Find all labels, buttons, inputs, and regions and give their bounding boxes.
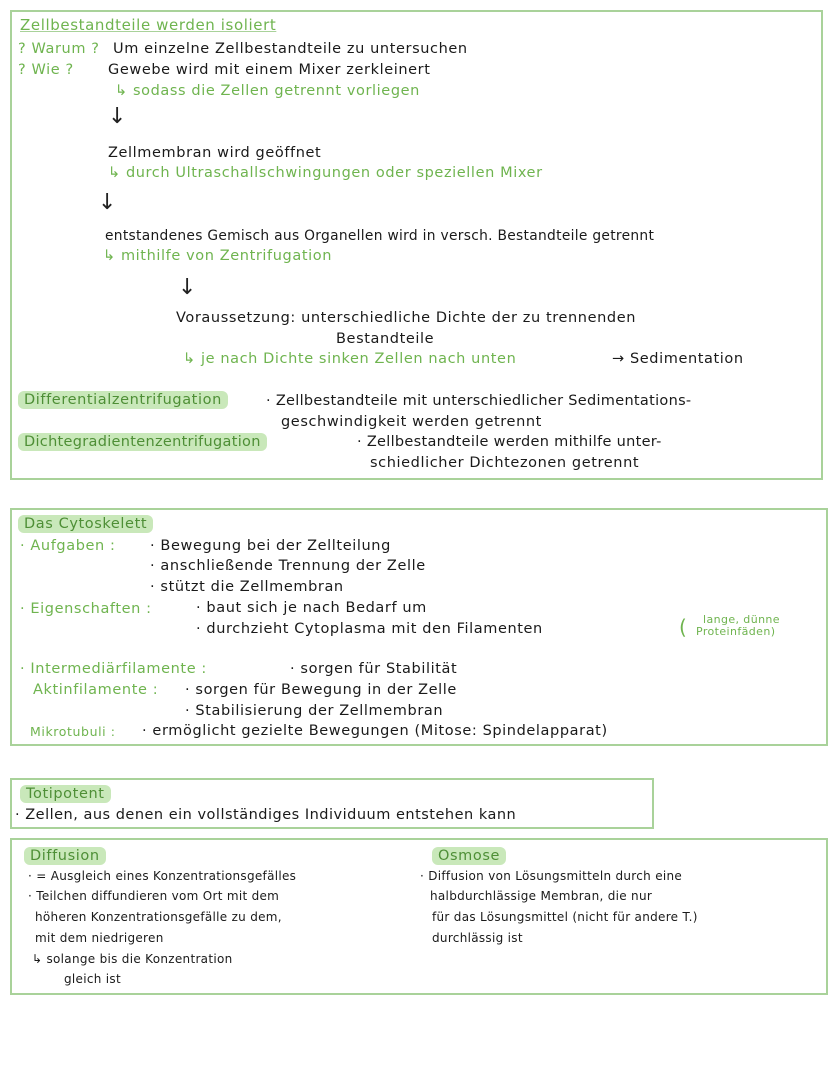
intermediate-label: · Intermediärfilamente :: [20, 661, 207, 677]
term-differential: Differentialzentrifugation: [18, 391, 228, 409]
down-arrow-icon: ↓: [108, 104, 127, 129]
actin-label: Aktinfilamente :: [33, 682, 159, 698]
requirement-line-2: Bestandteile: [336, 331, 435, 347]
tasks-label: · Aufgaben :: [20, 538, 116, 554]
diffusion-line-6: gleich ist: [64, 972, 121, 986]
step-membrane: Zellmembran wird geöffnet: [108, 145, 322, 161]
answer-how: Gewebe wird mit einem Mixer zerkleinert: [108, 62, 431, 78]
answer-why: Um einzelne Zellbestandteile zu untersuchen: [113, 41, 468, 57]
diffusion-line-4: mit dem niedrigeren: [35, 931, 164, 945]
tasks-item-2: · anschließende Trennung der Zelle: [150, 558, 426, 574]
diffusion-line-5: ↳ solange bis die Konzentration: [32, 952, 233, 966]
diffusion-line-1: · = Ausgleich eines Konzentrationsgefälles: [28, 869, 297, 883]
step-separation-detail: ↳ mithilfe von Zentrifugation: [103, 248, 333, 264]
properties-note-2: Proteinfäden): [696, 625, 776, 638]
tasks-item-1: · Bewegung bei der Zellteilung: [150, 538, 391, 554]
osmosis-line-2: halbdurchlässige Membran, die nur: [430, 889, 653, 903]
section-cytoskeleton-title: Das Cytoskelett: [18, 515, 153, 533]
question-why: ? Warum ?: [18, 41, 100, 57]
term-density: Dichtegradientenzentrifugation: [18, 433, 267, 451]
properties-paren-open: (: [679, 615, 688, 639]
down-arrow-icon: ↓: [178, 275, 197, 300]
osmosis-line-3: für das Lösungsmittel (nicht für andere T.): [432, 910, 698, 924]
diffusion-line-3: höheren Konzentrationsgefälle zu dem,: [35, 910, 282, 924]
step-separation: entstandenes Gemisch aus Organellen wird in versch. Bestandteile getrennt: [105, 228, 655, 244]
step-membrane-detail: ↳ durch Ultraschallschwingungen oder speziellen Mixer: [108, 165, 543, 181]
term-differential-def-2: geschwindigkeit werden getrennt: [281, 414, 542, 430]
actin-item-2: · Stabilisierung der Zellmembran: [185, 703, 444, 719]
osmosis-line-1: · Diffusion von Lösungsmitteln durch eine: [420, 869, 683, 883]
intermediate-item-1: · sorgen für Stabilität: [290, 661, 458, 677]
question-how: ? Wie ?: [18, 62, 74, 78]
down-arrow-icon: ↓: [98, 190, 117, 215]
microtubule-label: Mikrotubuli :: [30, 724, 116, 739]
actin-item-1: · sorgen für Bewegung in der Zelle: [185, 682, 457, 698]
properties-label: · Eigenschaften :: [20, 601, 152, 617]
totipotent-definition: · Zellen, aus denen ein vollständiges Individuum entstehen kann: [15, 807, 517, 823]
requirement-line-1: Voraussetzung: unterschiedliche Dichte der zu trennenden: [176, 310, 637, 326]
diffusion-title: Diffusion: [24, 847, 106, 865]
tasks-item-3: · stützt die Zellmembran: [150, 579, 344, 595]
section-isolation-title: Zellbestandteile werden isoliert: [20, 16, 277, 34]
answer-how-detail: ↳ sodass die Zellen getrennt vorliegen: [115, 83, 420, 99]
diffusion-line-2: · Teilchen diffundieren vom Ort mit dem: [28, 889, 280, 903]
term-density-def-2: schiedlicher Dichtezonen getrennt: [370, 455, 640, 471]
osmosis-title: Osmose: [432, 847, 506, 865]
osmosis-line-4: durchlässig ist: [432, 931, 523, 945]
properties-item-1: · baut sich je nach Bedarf um: [196, 600, 427, 616]
properties-note-1: lange, dünne: [703, 613, 780, 626]
term-differential-def-1: · Zellbestandteile mit unterschiedlicher Sedimentations-: [266, 393, 692, 409]
requirement-result: ↳ je nach Dichte sinken Zellen nach unten: [183, 351, 517, 367]
sedimentation-label: → Sedimentation: [612, 351, 744, 367]
section-totipotent-title: Totipotent: [20, 785, 111, 803]
term-density-def-1: · Zellbestandteile werden mithilfe unter-: [357, 434, 662, 450]
microtubule-item-1: · ermöglicht gezielte Bewegungen (Mitose: Spindelapparat): [142, 723, 608, 739]
properties-item-2: · durchzieht Cytoplasma mit den Filamenten: [196, 621, 543, 637]
